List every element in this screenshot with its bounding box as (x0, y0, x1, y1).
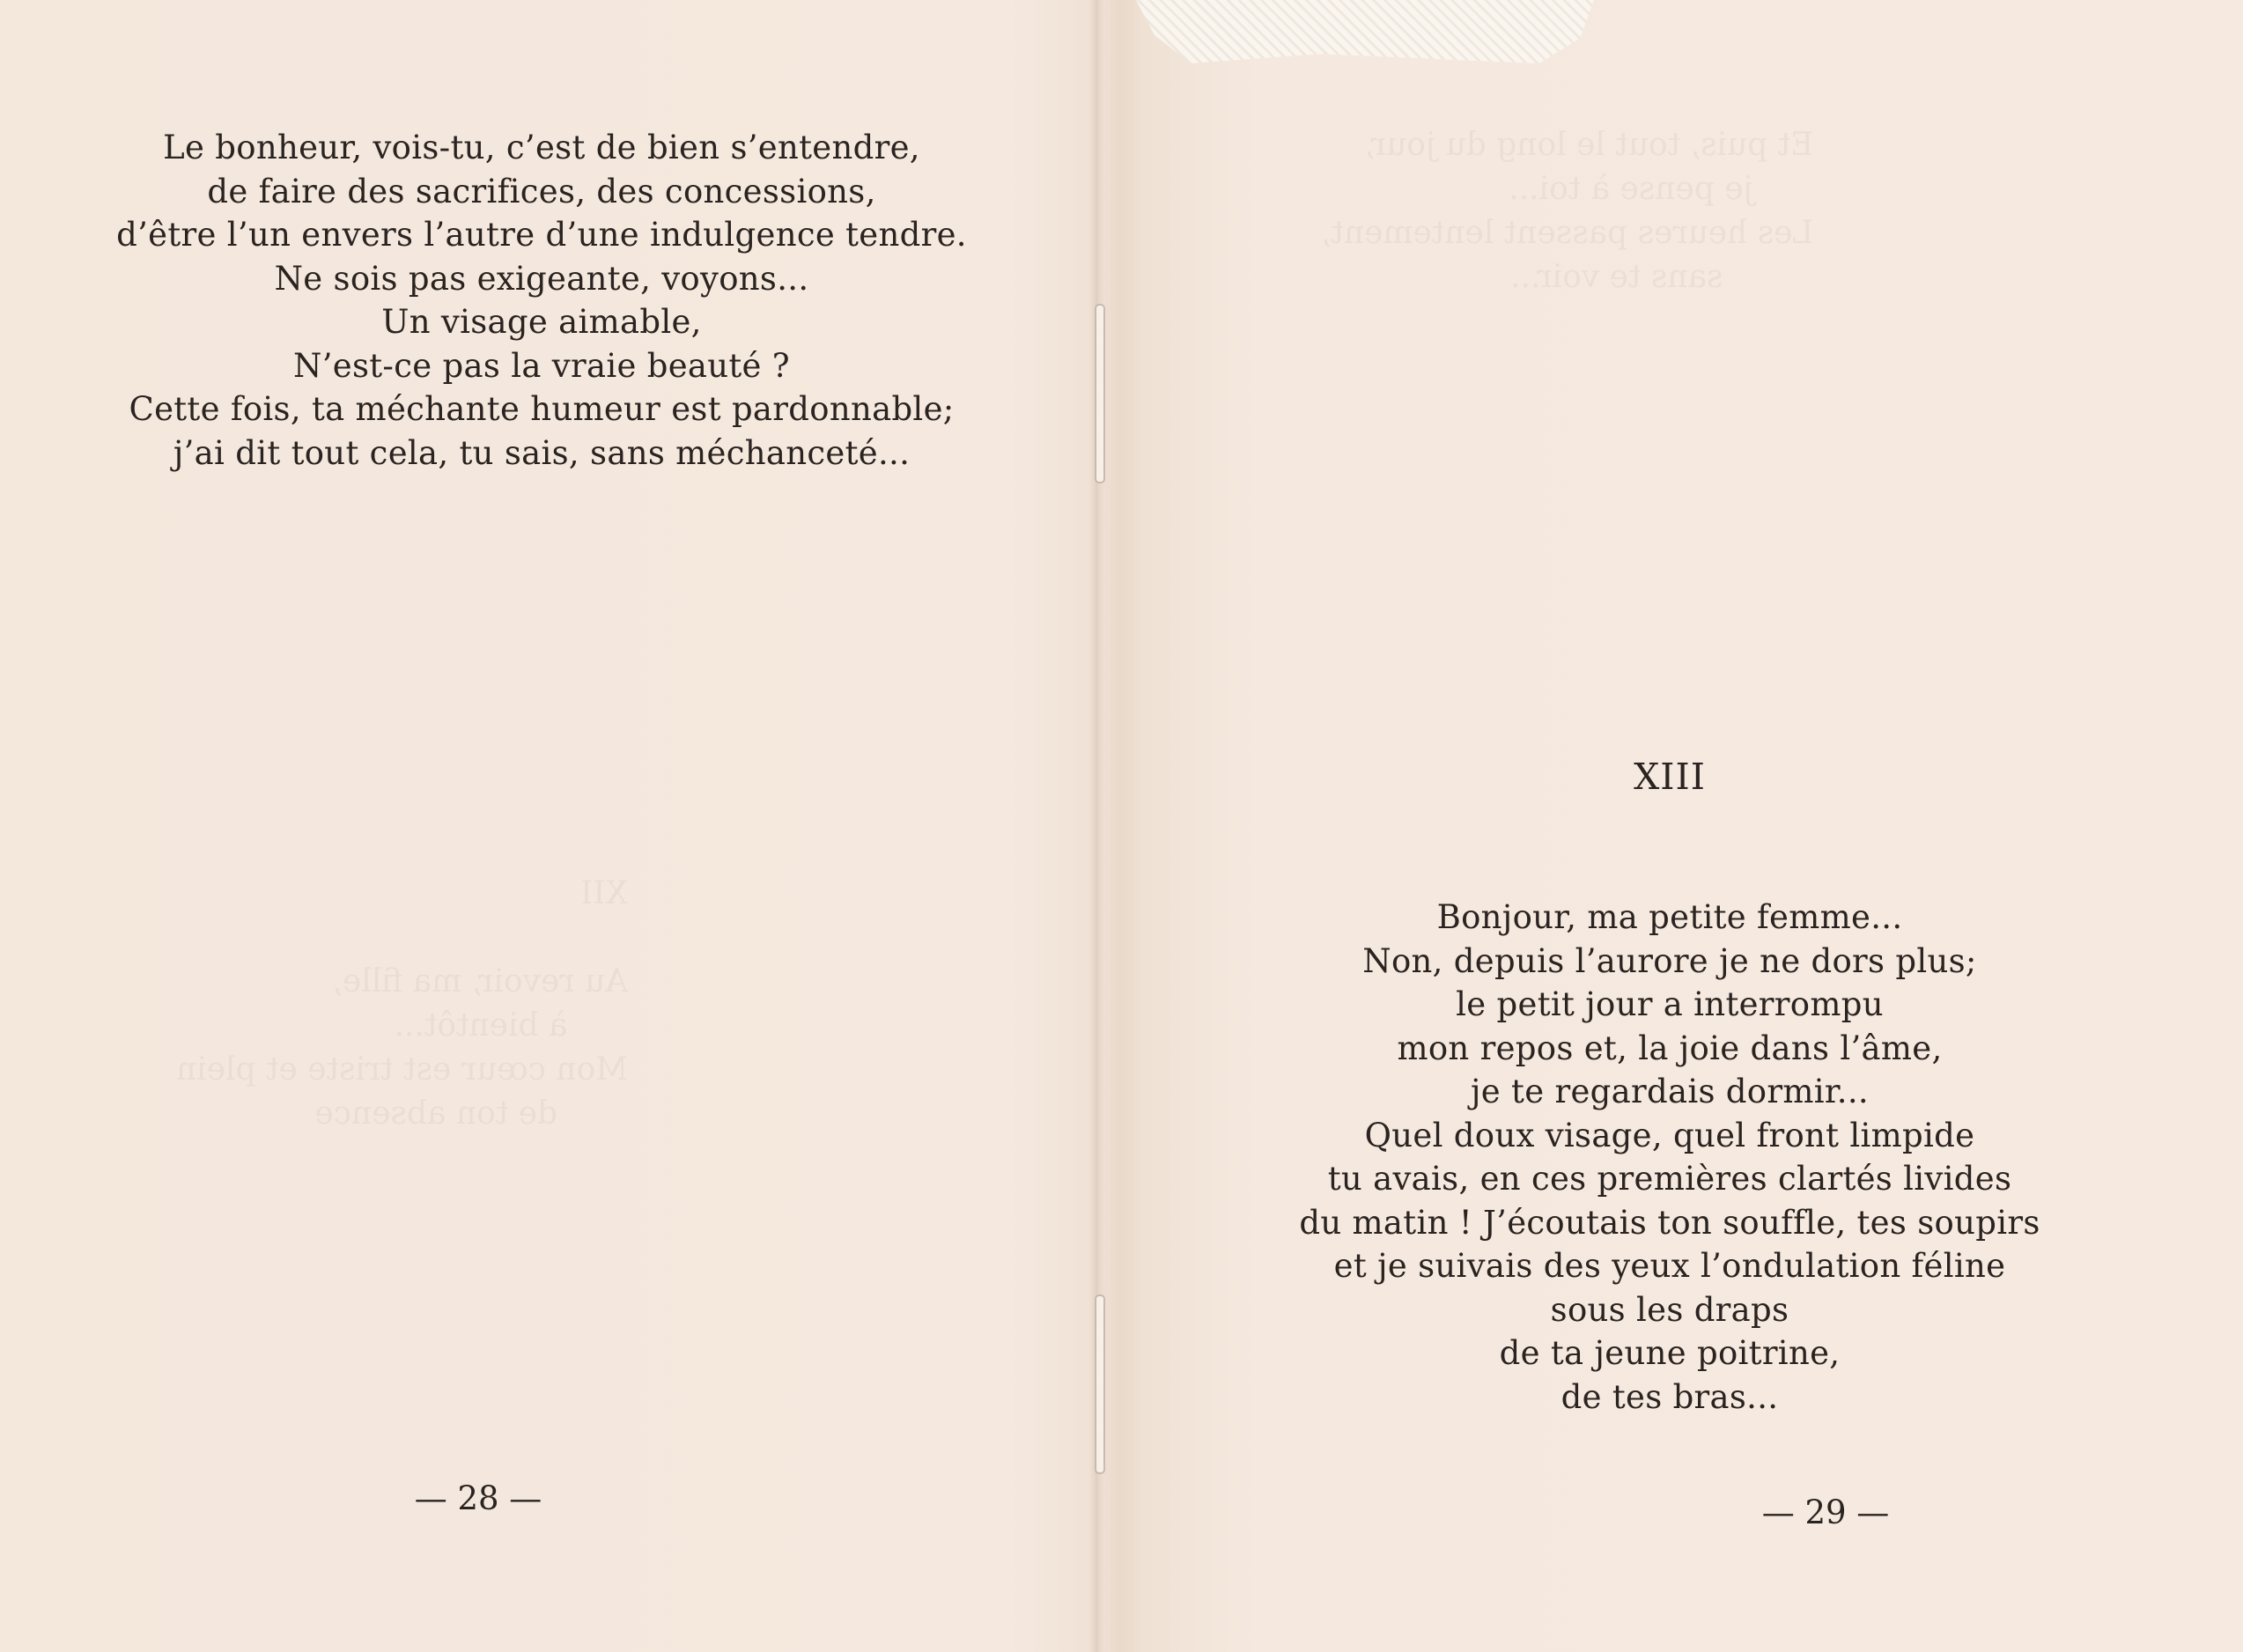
page-number-right: — 29 — (1761, 1493, 1890, 1531)
verse-line: Un visage aimable, (381, 303, 702, 341)
verse-line: d’être l’un envers l’autre d’une indulgence tendre. (116, 216, 967, 254)
verse-line: Cette fois, ta méchante humeur est pardonnable; (129, 390, 955, 428)
left-page (0, 0, 1096, 1652)
verse-line: de faire des sacrifices, des concessions, (207, 172, 876, 210)
verse-line: mon repos et, la joie dans l’âme, (1397, 1029, 1943, 1067)
bleed-through-texture: Et puis, tout le long du jour, je pense à toi... Les heures passent lentement, sans te voir... (1321, 127, 1814, 295)
paper-tape-fragment (1136, 0, 1594, 63)
bleed-through-texture: XII Au revoir, ma fille, à bientôt... Mon cœur est triste et plein de ton absence (176, 875, 629, 1132)
verse-line: N’est-ce pas la vraie beauté ? (293, 346, 790, 385)
verse-line: du matin ! J’écoutais ton souffle, tes soupirs (1299, 1203, 2040, 1242)
verse-line: tu avais, en ces premières clartés livides (1327, 1160, 2012, 1198)
verse-line: je te regardais dormir... (1471, 1073, 1869, 1110)
verse-line: Quel doux visage, quel front limpide (1364, 1116, 1975, 1154)
verse-line: et je suivais des yeux l’ondulation féline (1333, 1247, 2006, 1285)
chapter-heading: XIII (1634, 756, 1706, 798)
verse-line: Ne sois pas exigeante, voyons... (274, 259, 809, 298)
verse-line: Bonjour, ma petite femme... (1436, 898, 1903, 936)
verse-line: sous les draps (1550, 1290, 1789, 1329)
verse-line: de ta jeune poitrine, (1499, 1334, 1841, 1372)
page-number-left: — 28 — (414, 1479, 542, 1517)
verse-line: Le bonheur, vois-tu, c’est de bien s’entendre, (163, 129, 920, 166)
verse-line: de tes bras... (1561, 1377, 1779, 1416)
verse-line: Non, depuis l’aurore je ne dors plus; (1362, 941, 1977, 980)
verse-line: j’ai dit tout cela, tu sais, sans méchanceté... (173, 433, 911, 472)
right-poem (1096, 896, 2243, 1419)
verse-line: le petit jour a interrompu (1456, 985, 1884, 1023)
left-poem (35, 126, 1048, 475)
right-page (1096, 0, 2243, 1652)
